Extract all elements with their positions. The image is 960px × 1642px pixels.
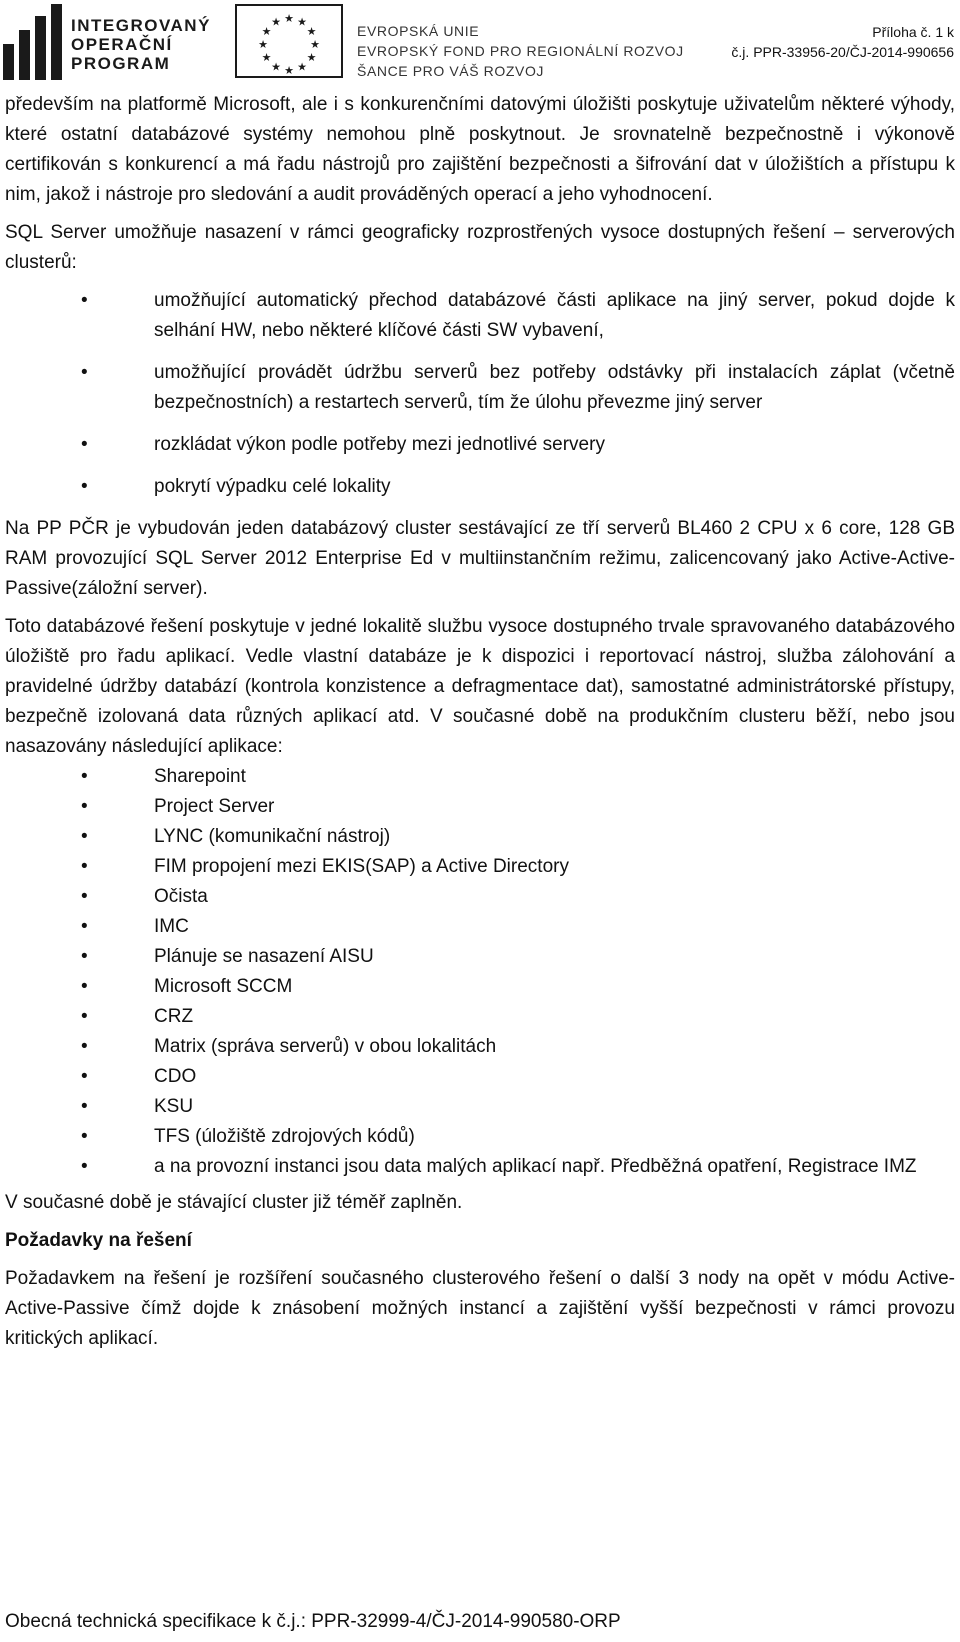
svg-text:★: ★ bbox=[271, 15, 281, 29]
svg-text:★: ★ bbox=[297, 60, 307, 74]
list-item: • Očista bbox=[5, 882, 955, 912]
svg-text:★: ★ bbox=[284, 12, 294, 25]
svg-text:★: ★ bbox=[261, 51, 272, 64]
list-item: • CRZ bbox=[5, 1002, 955, 1032]
list-item: • a na provozní instanci jsou data malých aplikací např. Předběžná opatření, Registrace IMZ bbox=[5, 1152, 955, 1182]
section-heading: Požadavky na řešení bbox=[5, 1230, 192, 1251]
iop-bars-icon bbox=[3, 4, 63, 80]
list-item: • umožňující automatický přechod databázové části aplikace na jiný server, pokud dojde k selhání HW, nebo některé klíčové části SW vybavení, bbox=[5, 286, 955, 346]
list-item: • FIM propojení mezi EKIS(SAP) a Active Directory bbox=[5, 852, 955, 882]
cluster-features-list bbox=[5, 286, 955, 502]
svg-text:★: ★ bbox=[297, 15, 307, 29]
svg-text:★: ★ bbox=[306, 51, 317, 64]
svg-text:★: ★ bbox=[310, 38, 320, 51]
paragraph: především na platformě Microsoft, ale i s konkurenčními datovými úložišti poskytuje uživatelům některé výhody, které ostatní databázové systémy nemohou plně poskytnout. Je srovnatelně bezpečnostně i výkonově certifikován s konkurencí a má řadu nástrojů pro zajištění bezpečnosti a šifrování dat v úložištích a přístupu k nim, jakož i nástroje pro sledování a audit prováděných operací a jeho vyhodnocení. bbox=[5, 94, 955, 205]
list-item: • Microsoft SCCM bbox=[5, 972, 955, 1002]
paragraph: Na PP PČR je vybudován jeden databázový cluster sestávající ze tří serverů BL460 2 CPU x 6 core, 128 GB RAM provozující SQL Server 2012 Enterprise Ed v multiinstančním režimu, zalicencovaný jako Active-Active-Passive(záložní server). bbox=[5, 518, 955, 599]
eu-logo-text: EVROPSKÁ UNIE EVROPSKÝ FOND PRO REGIONÁLNÍ ROZVOJ ŠANCE PRO VÁŠ ROZVOJ bbox=[357, 23, 684, 79]
svg-text:★: ★ bbox=[306, 25, 317, 38]
applications-list bbox=[5, 762, 955, 1182]
list-item: • IMC bbox=[5, 912, 955, 942]
list-item: • Project Server bbox=[5, 792, 955, 822]
list-item: • LYNC (komunikační nástroj) bbox=[5, 822, 955, 852]
svg-text:★: ★ bbox=[258, 38, 268, 51]
paragraph: V současné době je stávající cluster již téměř zaplněn. bbox=[5, 1192, 463, 1213]
reference-number: č.j. PPR-33956-20/ČJ-2014-990656 bbox=[731, 44, 954, 60]
page-footer: Obecná technická specifikace k č.j.: PPR-32999-4/ČJ-2014-990580-ORP bbox=[5, 1611, 621, 1632]
annex-label: Příloha č. 1 k bbox=[872, 24, 954, 40]
annex-reference bbox=[731, 22, 954, 62]
page-header bbox=[0, 0, 960, 84]
iop-logo-text: INTEGROVANÝ OPERAČNÍ PROGRAM bbox=[71, 16, 211, 73]
iop-logo bbox=[3, 4, 211, 80]
list-item: • Sharepoint bbox=[5, 762, 955, 792]
paragraph: Požadavkem na řešení je rozšíření současného clusterového řešení o další 3 nody na opět v módu Active-Active-Passive čímž dojde k znásobení možných instancí a zajištění vyšší bezpečnosti v rámci provozu kritických aplikací. bbox=[5, 1268, 955, 1349]
eu-flag bbox=[235, 4, 343, 78]
list-item: • KSU bbox=[5, 1092, 955, 1122]
list-item: • Matrix (správa serverů) v obou lokalitách bbox=[5, 1032, 955, 1062]
eu-stars-icon bbox=[237, 6, 341, 76]
list-item: • umožňující provádět údržbu serverů bez potřeby odstávky při instalacích záplat (včetně bezpečnostních) a restartech serverů, tím že úlohu převezme jiný server bbox=[5, 358, 955, 418]
svg-text:★: ★ bbox=[261, 25, 272, 38]
document-body bbox=[5, 90, 955, 1362]
svg-text:★: ★ bbox=[284, 64, 294, 76]
list-item: • TFS (úložiště zdrojových kódů) bbox=[5, 1122, 955, 1152]
list-item: • CDO bbox=[5, 1062, 955, 1092]
paragraph: Toto databázové řešení poskytuje v jedné lokalitě službu vysoce dostupného trvale spravovaného databázového úložiště pro řadu aplikací. Vedle vlastní databáze je k dispozici i reportovací nástroj, služba zálohování a pravidelné údržby databází (kontrola konzistence a defragmentace dat), samostatné administrátorské přístupy, bezpečně izolovaná data různých aplikací atd. V současné době na produkčním clusteru běží, nebo jsou nasazovány následující aplikace: bbox=[5, 616, 955, 757]
paragraph: SQL Server umožňuje nasazení v rámci geograficky rozprostřených vysoce dostupných řešení – serverových clusterů: bbox=[5, 222, 955, 273]
list-item: • Plánuje se nasazení AISU bbox=[5, 942, 955, 972]
list-item: • rozkládat výkon podle potřeby mezi jednotlivé servery bbox=[5, 430, 955, 460]
list-item: • pokrytí výpadku celé lokality bbox=[5, 472, 955, 502]
svg-text:★: ★ bbox=[271, 60, 281, 74]
